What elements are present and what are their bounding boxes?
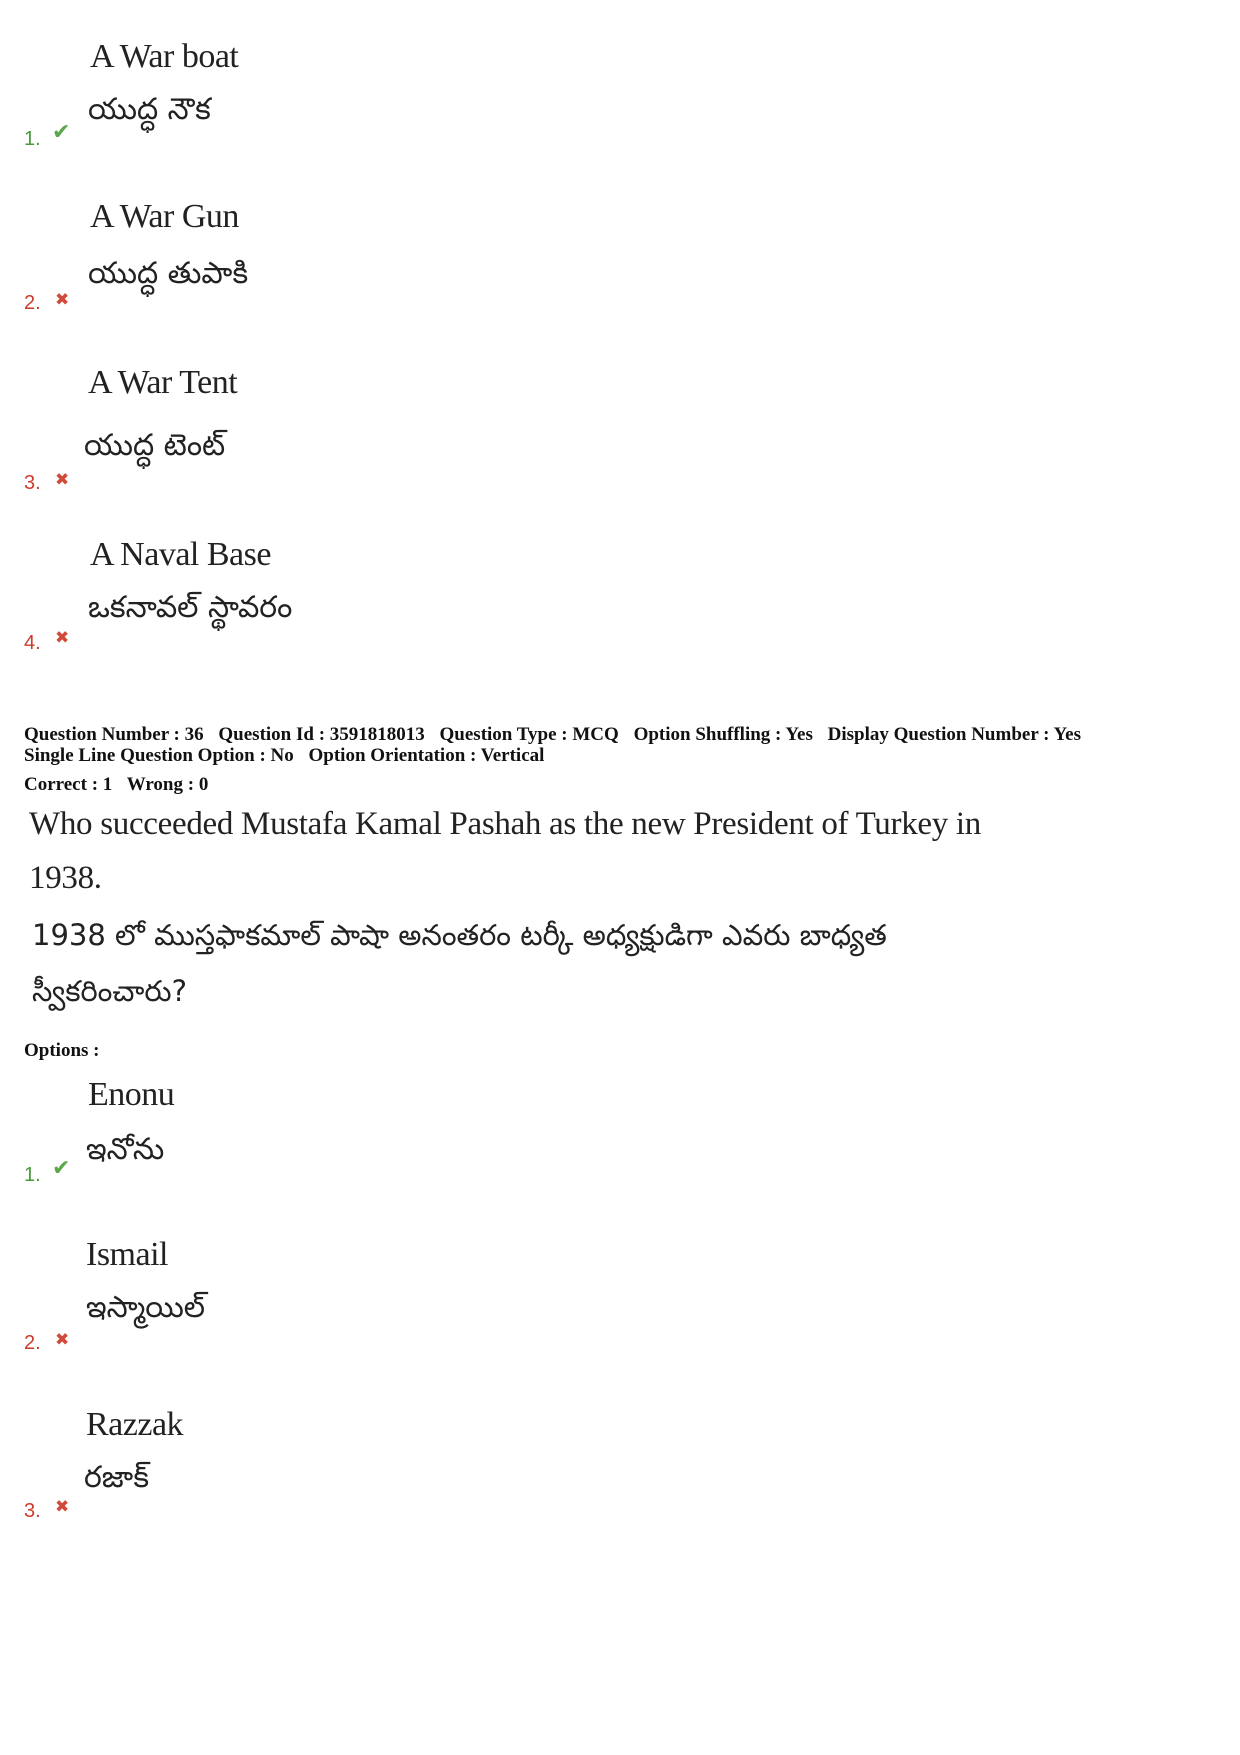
option-telugu-text: యుద్ధ టెంట్ [84, 428, 226, 463]
cross-icon: ✖ [55, 1330, 70, 1350]
option-number: 1. [24, 1164, 41, 1186]
single-line-question-option: Single Line Question Option : No [24, 745, 294, 766]
cross-icon: ✖ [55, 470, 70, 490]
check-icon: ✔ [52, 1156, 71, 1181]
cross-icon: ✖ [55, 290, 70, 310]
option-english-text: Razzak [86, 1406, 184, 1443]
question-meta-line-1 [24, 724, 1091, 746]
option-number: 2. [24, 292, 41, 314]
correct-marks: Correct : 1 [24, 774, 113, 795]
option-number: 3. [24, 472, 41, 494]
option-english-text: A Naval Base [90, 536, 271, 573]
option-telugu-text: యుద్ధ తుపాకి [88, 256, 249, 291]
option-number: 1. [24, 128, 41, 150]
options-label: Options : [24, 1040, 100, 1061]
option-english-text: A War Tent [88, 364, 238, 401]
display-question-number: Display Question Number : Yes [827, 724, 1081, 745]
option-orientation: Option Orientation : Vertical [308, 745, 545, 766]
question-text-telugu-line-1: 1938 లో ముస్తఫాకమాల్ పాషా అనంతరం టర్కీ అధ్యక్షుడిగా ఎవరు బాధ్యత [32, 918, 887, 952]
wrong-marks: Wrong : 0 [126, 774, 209, 795]
cross-icon: ✖ [55, 628, 70, 648]
option-telugu-text: ఇనోను [86, 1132, 165, 1167]
option-number: 2. [24, 1332, 41, 1354]
question-text-english-line-1: Who succeeded Mustafa Kamal Pashah as the new President of Turkey in [29, 806, 981, 842]
option-english-text: Enonu [88, 1076, 175, 1113]
option-telugu-text: యుద్ధ నౌక [88, 92, 211, 127]
option-shuffling: Option Shuffling : Yes [633, 724, 813, 745]
option-english-text: Ismail [86, 1236, 168, 1273]
question-id: Question Id : 3591818013 [218, 724, 425, 745]
option-number: 4. [24, 632, 41, 654]
question-number: Question Number : 36 [24, 724, 204, 745]
question-text-english-line-2: 1938. [29, 860, 102, 896]
question-meta-line-3 [24, 774, 218, 796]
option-english-text: A War Gun [90, 198, 239, 235]
option-telugu-text: రజాక్ [84, 1460, 150, 1495]
option-number: 3. [24, 1500, 41, 1522]
question-meta-line-2 [24, 745, 554, 767]
option-telugu-text: ఒకనావల్ స్థావరం [88, 590, 293, 625]
option-telugu-text: ఇస్మాయిల్ [86, 1290, 206, 1325]
question-text-telugu-line-2: స్వీకరించారు? [32, 974, 187, 1008]
option-english-text: A War boat [90, 38, 239, 75]
cross-icon: ✖ [55, 1497, 70, 1517]
check-icon: ✔ [52, 120, 71, 145]
question-type: Question Type : MCQ [439, 724, 619, 745]
